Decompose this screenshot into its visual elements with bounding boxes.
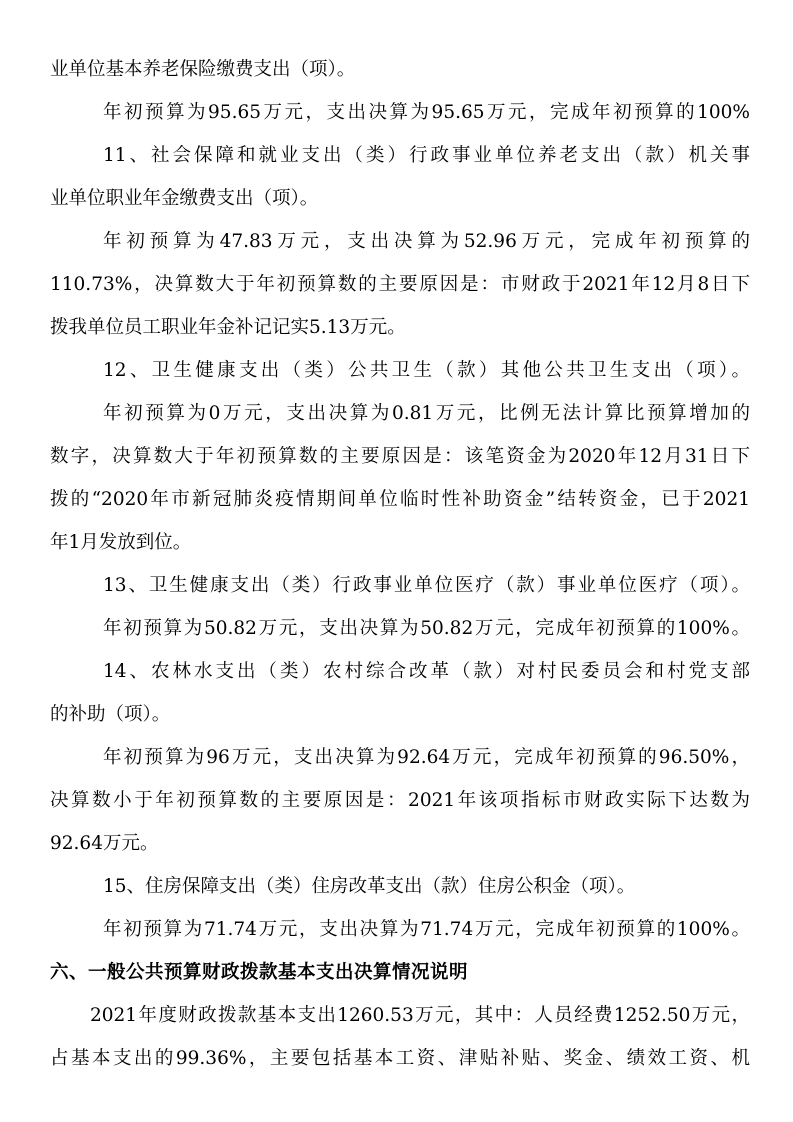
paragraph-line: 数字，决算数大于年初预算数的主要原因是：该笔资金为2020年12月31日下 — [50, 446, 750, 467]
paragraph-line: 14、农林水支出（类）农村综合改革（款）对村民委员会和村党支部 — [103, 661, 750, 682]
paragraph-line: 年初预算为96万元，支出决算为92.64万元，完成年初预算的96.50%， — [103, 747, 750, 768]
paragraph-line: 年初预算为71.74万元，支出决算为71.74万元，完成年初预算的100%。 — [103, 919, 750, 940]
paragraph-line: 业单位职业年金缴费支出（项）。 — [50, 188, 319, 209]
paragraph-line: 11、社会保障和就业支出（类）行政事业单位养老支出（款）机关事 — [103, 145, 750, 166]
paragraph-line: 拨的“2020年市新冠肺炎疫情期间单位临时性补助资金”结转资金，已于2021 — [50, 489, 750, 510]
paragraph-line: 拨我单位员工职业年金补记记实5.13万元。 — [50, 317, 406, 338]
paragraph-line: 2021年度财政拨款基本支出1260.53万元，其中：人员经费1252.50万元， — [90, 1005, 750, 1026]
paragraph-line: 15、住房保障支出（类）住房改革支出（款）住房公积金（项）。 — [103, 876, 636, 897]
paragraph-line: 年初预算为50.82万元，支出决算为50.82万元，完成年初预算的100%。 — [103, 618, 750, 639]
paragraph-line: 13、卫生健康支出（类）行政事业单位医疗（款）事业单位医疗（项）。 — [103, 575, 750, 596]
paragraph-line: 12、卫生健康支出（类）公共卫生（款）其他公共卫生支出（项）。 — [103, 360, 750, 381]
paragraph-line: 占基本支出的99.36%，主要包括基本工资、津贴补贴、奖金、绩效工资、机 — [50, 1048, 750, 1069]
paragraph-line: 年1月发放到位。 — [50, 532, 192, 553]
paragraph-line: 年初预算为0万元，支出决算为0.81万元，比例无法计算比预算增加的 — [103, 403, 750, 424]
paragraph-line: 110.73%，决算数大于年初预算数的主要原因是：市财政于2021年12月8日下 — [50, 274, 750, 295]
paragraph-line: 决算数小于年初预算数的主要原因是：2021年该项指标市财政实际下达数为 — [50, 790, 750, 811]
paragraph-line: 年初预算为47.83万元，支出决算为52.96万元，完成年初预算的 — [103, 231, 750, 252]
paragraph-line: 92.64万元。 — [50, 833, 159, 854]
paragraph-line: 的补助（项）。 — [50, 704, 171, 725]
paragraph-line: 年初预算为95.65万元，支出决算为95.65万元，完成年初预算的100% — [103, 102, 750, 123]
section-heading: 六、一般公共预算财政拨款基本支出决算情况说明 — [50, 962, 469, 983]
paragraph-line: 业单位基本养老保险缴费支出（项）。 — [50, 59, 356, 80]
